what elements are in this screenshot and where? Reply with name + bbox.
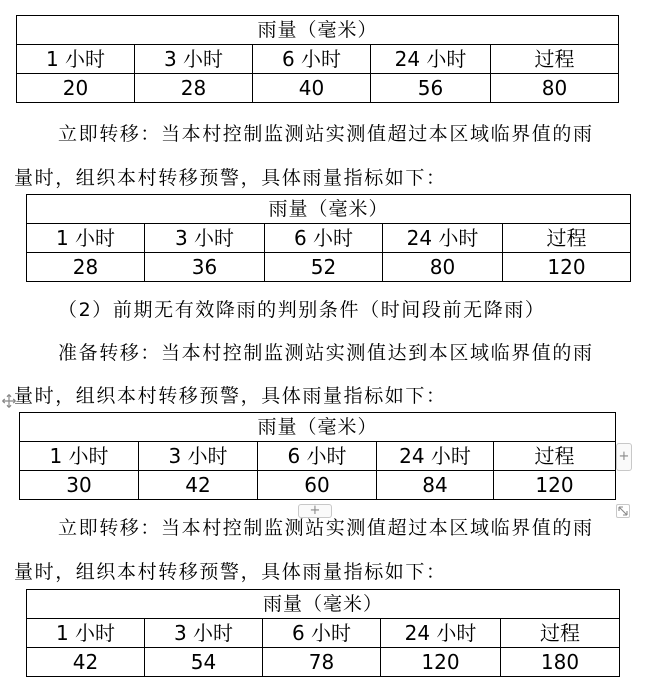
table-header: 雨量（毫米） <box>17 16 619 45</box>
add-column-button[interactable]: + <box>616 443 632 471</box>
table-cell: 20 <box>17 74 135 103</box>
table-cell: 30 <box>20 471 139 500</box>
table-cell: 28 <box>27 253 145 282</box>
column-label: 6 小时 <box>263 619 381 648</box>
column-label: 24 小时 <box>371 45 491 74</box>
column-label: 3 小时 <box>145 224 265 253</box>
section-heading: （2）前期无有效降雨的判别条件（时间段前无降雨） <box>58 299 546 321</box>
table-cell: 180 <box>501 648 620 677</box>
table-cell: 80 <box>383 253 503 282</box>
column-label: 1 小时 <box>20 442 139 471</box>
column-label: 3 小时 <box>135 45 253 74</box>
column-label: 6 小时 <box>265 224 383 253</box>
column-label: 3 小时 <box>139 442 258 471</box>
column-label: 24 小时 <box>383 224 503 253</box>
column-label: 6 小时 <box>253 45 371 74</box>
table-cell: 56 <box>371 74 491 103</box>
paragraph-line: 量时，组织本村转移预警，具体雨量指标如下： <box>14 167 447 189</box>
table-header: 雨量（毫米） <box>27 195 631 224</box>
table-cell: 54 <box>145 648 263 677</box>
table-cell: 84 <box>377 471 494 500</box>
table-cell: 36 <box>145 253 265 282</box>
table-cell: 120 <box>494 471 616 500</box>
column-label: 过程 <box>491 45 619 74</box>
table-cell: 40 <box>253 74 371 103</box>
rainfall-table-2 <box>26 194 631 282</box>
column-label: 24 小时 <box>377 442 494 471</box>
table-cell: 28 <box>135 74 253 103</box>
table-cell: 120 <box>503 253 631 282</box>
rainfall-table-4 <box>26 589 620 677</box>
paragraph-line: 立即转移：当本村控制监测站实测值超过本区域临界值的雨 <box>58 517 594 539</box>
resize-icon[interactable] <box>616 504 630 518</box>
paragraph-line: 准备转移：当本村控制监测站实测值达到本区域临界值的雨 <box>58 342 594 364</box>
move-icon[interactable] <box>1 394 17 410</box>
paragraph-line: 量时，组织本村转移预警，具体雨量指标如下： <box>14 385 447 407</box>
table-cell: 78 <box>263 648 381 677</box>
table-cell: 80 <box>491 74 619 103</box>
column-label: 过程 <box>501 619 620 648</box>
column-label: 过程 <box>494 442 616 471</box>
column-label: 3 小时 <box>145 619 263 648</box>
rainfall-table-1 <box>16 15 619 103</box>
table-header: 雨量（毫米） <box>20 413 616 442</box>
paragraph-line: 立即转移：当本村控制监测站实测值超过本区域临界值的雨 <box>58 123 594 145</box>
column-label: 1 小时 <box>17 45 135 74</box>
table-header: 雨量（毫米） <box>27 590 620 619</box>
column-label: 过程 <box>503 224 631 253</box>
rainfall-table-3 <box>19 412 616 500</box>
column-label: 6 小时 <box>258 442 377 471</box>
table-cell: 42 <box>27 648 145 677</box>
table-cell: 42 <box>139 471 258 500</box>
column-label: 1 小时 <box>27 619 145 648</box>
column-label: 24 小时 <box>381 619 501 648</box>
column-label: 1 小时 <box>27 224 145 253</box>
table-cell: 60 <box>258 471 377 500</box>
table-cell: 120 <box>381 648 501 677</box>
add-row-button[interactable]: + <box>298 504 332 518</box>
table-cell: 52 <box>265 253 383 282</box>
paragraph-line: 量时，组织本村转移预警，具体雨量指标如下： <box>14 561 447 583</box>
